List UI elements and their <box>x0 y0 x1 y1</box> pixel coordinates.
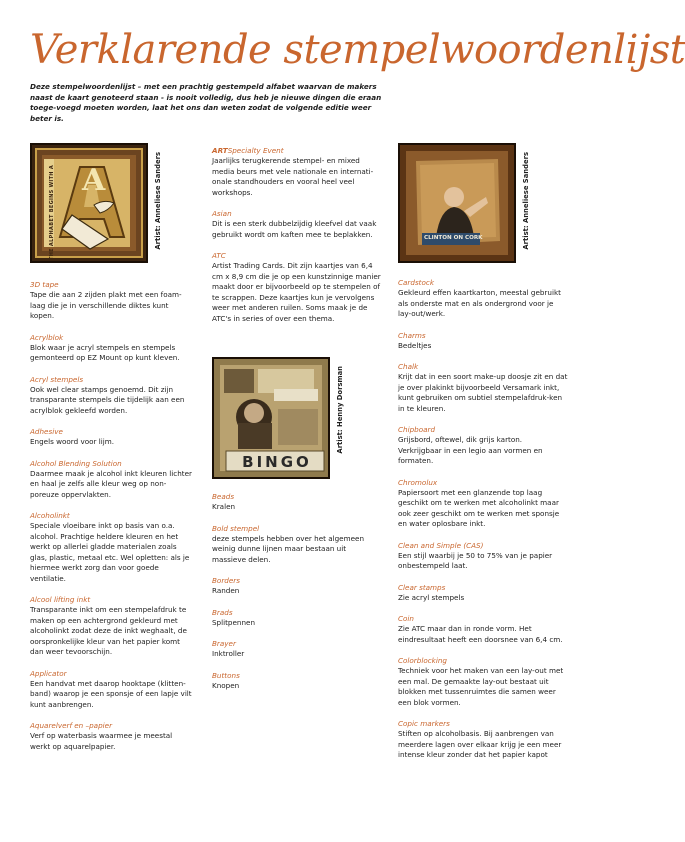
glossary-definition: Knopen <box>212 680 240 690</box>
glossary-entry <box>398 656 568 708</box>
glossary-definition: Gekleurd effen kaartkarton, meestal gebruikt als onderste mat en als ondergrond voor je lay-out/werk. <box>398 288 561 318</box>
glossary-term: Clean and Simple (CAS) <box>398 540 484 550</box>
glossary-definition: Een stijl waarbij je 50 to 75% van je papier onbestempeld laat. <box>398 550 553 570</box>
glossary-entry <box>30 595 192 658</box>
intro-text: Deze stempelwoordenlijst – met een prachtig gestempeld alfabet waarvan de makers naast de kaart genoteerd staan - is nooit volledig, dus heb je nieuwe dingen die eraan toege-voegd moeten worden, laat het ons dan weten zodat de volgende editie weer beter is. <box>30 82 382 123</box>
glossary-entry <box>398 583 568 604</box>
artist-caption-2: Artist: Henny Dorsman <box>336 366 344 454</box>
glossary-definition: Techniek voor het maken van een lay-out met een mal. De gemaakte lay-out bestaat uit blokken met tussenruimtes die samen weer een blok vormen. <box>398 666 564 707</box>
glossary-definition: Blok waar je acryl stempels en stempels gemonteerd op EZ Mount op kunt kleven. <box>30 342 180 362</box>
glossary-entry <box>398 331 568 352</box>
glossary-definition: Transparante inkt om een stempelafdruk te maken op een achtergrond gekleurd met alcoholinkt zodat deze de inkt weghaalt, de oorspronkelijke kleur van het papier komt dan weer tevoorschijn. <box>30 605 187 656</box>
glossary-entry <box>30 427 192 448</box>
glossary-term: Alcoholinkt <box>30 511 70 520</box>
glossary-definition: Krijt dat in een soort make-up doosje zit en dat je over plakinkt bijvoorbeeld Versamark inkt, kunt gebruiken om subtiel stempelafdruk-ken in te kleuren. <box>398 372 568 413</box>
alphabet-card-image <box>30 143 148 263</box>
glossary-entry <box>398 614 568 645</box>
glossary-definition: Zie ATC maar dan in ronde vorm. Het eindresultaat heeft een doorsnee van 6,4 cm. <box>398 624 563 644</box>
glossary-entry <box>30 375 192 417</box>
glossary-entry <box>398 425 568 467</box>
glossary-definition: Stiften op alcoholbasis. Bij aanbrengen van meerdere lagen over elkaar krijg je een meer intense kleur zonder dat het papier kapot <box>398 729 562 759</box>
glossary-term: Alcohol Blending Solution <box>30 458 122 468</box>
glossary-definition: Engels woord voor lijm. <box>30 437 115 446</box>
glossary-entry <box>212 492 382 513</box>
alphabet-card-letter: A <box>82 163 106 198</box>
glossary-entry <box>212 671 382 692</box>
page-title: Verklarende stempelwoordenlijst <box>30 27 685 73</box>
glossary-term: Adhesive <box>30 427 63 436</box>
glossary-definition: Ook wel clear stamps genoemd. Dit zijn transparante stempels die tijdelijk aan een acrylblok gekleefd worden. <box>30 384 185 415</box>
glossary-definition: Een handvat met daarop hooktape (klitten-band) waarop je een sponsje of een lapje vilt kunt aanbrengen. <box>30 678 192 709</box>
glossary-term <box>212 146 382 156</box>
glossary-term: Clear stamps <box>398 582 446 592</box>
glossary-term-bold: ART <box>212 146 228 155</box>
clinton-card-artwork <box>400 145 514 261</box>
bingo-card-text: BINGO <box>242 453 312 471</box>
glossary-entry <box>212 209 382 240</box>
glossary-term: Charms <box>398 330 426 340</box>
artist-caption-1: Artist: Anneliese Sanders <box>154 152 162 250</box>
glossary-entry <box>30 333 192 364</box>
glossary-term: Beads <box>212 492 235 501</box>
artist-caption-3: Artist: Anneliese Sanders <box>522 152 530 250</box>
clinton-card-image <box>398 143 516 263</box>
glossary-definition: Zie acryl stempels <box>398 592 465 602</box>
alphabet-card-text: THE ALPHABET BEGINS WITH A <box>49 165 55 261</box>
glossary-term: Brayer <box>212 639 236 648</box>
glossary-entry <box>30 511 192 584</box>
glossary-definition: Speciale vloeibare inkt op basis van o.a. alcohol. Prachtige heldere kleuren en het werkt op allerlei gladde materialen zoals glas, plastic, metaal etc. Wel opletten: als je hiermee werkt zorg dan voor goede ventilatie. <box>30 521 190 583</box>
glossary-definition: Kralen <box>212 502 236 511</box>
glossary-term: Acryl stempels <box>30 374 84 384</box>
glossary-definition: Jaarlijks terugkerende stempel- en mixed media beurs met vele nationale en internati-onale standhouders en vooral heel veel workshops. <box>212 156 374 197</box>
glossary-term: Aquarelverf en –papier <box>30 721 113 730</box>
glossary-term: Asian <box>212 209 232 218</box>
glossary-definition: Papiersoort met een glanzende top laag geschikt om te werken met alcoholinkt maar ook zeer geschikt om te werken met sponsje en water oplosbare inkt. <box>398 487 560 528</box>
glossary-definition: Inktroller <box>212 649 245 658</box>
glossary-entry <box>398 362 568 414</box>
glossary-term: Colorblocking <box>398 656 447 665</box>
glossary-definition: Bedeltjes <box>398 340 432 350</box>
glossary-definition: Artist Trading Cards. Dit zijn kaartjes van 6,4 cm x 8,9 cm die je op een kunstzinnige manier maakt door er bijvoorbeeld op te stempelen of te scrappen. Deze kaartjes kun je vervolgens weer met anderen ruilen. Soms maak je de ATC's in series of over een thema. <box>212 261 381 323</box>
glossary-entry <box>398 719 568 761</box>
glossary-entry <box>212 608 382 629</box>
glossary-definition: Splitpennen <box>212 617 256 627</box>
glossary-entry <box>212 524 382 566</box>
glossary-term: Chipboard <box>398 425 436 434</box>
glossary-entry <box>398 478 568 530</box>
glossary-definition: Daarmee maak je alcohol inkt kleuren lichter en haal je zelfs alle kleur weg op non-poreuze oppervlakten. <box>30 468 192 499</box>
glossary-term: Applicator <box>30 668 67 678</box>
glossary-term: Coin <box>398 614 414 623</box>
glossary-term: Brads <box>212 607 233 617</box>
glossary-entry <box>30 459 192 501</box>
glossary-entry <box>398 541 568 572</box>
glossary-term: ATC <box>212 251 226 260</box>
glossary-entry <box>212 251 382 324</box>
glossary-term: Acrylblok <box>30 332 64 342</box>
glossary-term: 3D tape <box>30 280 59 289</box>
glossary-term: Copic markers <box>398 719 450 728</box>
glossary-column-2-bottom <box>212 492 382 702</box>
glossary-column-3 <box>398 278 568 772</box>
glossary-entry <box>30 280 192 322</box>
glossary-entry <box>212 146 382 198</box>
glossary-column-2 <box>212 146 382 335</box>
glossary-entry <box>212 639 382 660</box>
glossary-term: Buttons <box>212 670 240 680</box>
glossary-column-1 <box>30 280 192 763</box>
glossary-term: Chromolux <box>398 477 438 487</box>
glossary-term: Bold stempel <box>212 523 260 533</box>
bingo-card-image <box>212 357 330 479</box>
glossary-term-rest: Specialty Event <box>227 146 284 155</box>
clinton-card-text: CLINTON ON CORK <box>424 235 483 241</box>
glossary-definition: Grijsbord, oftewel, dik grijs karton. Verkrijgbaar in een legio aan vormen en formaten. <box>398 435 543 465</box>
glossary-definition: deze stempels hebben over het algemeen weinig dunne lijnen maar bestaan uit massieve delen. <box>212 533 365 564</box>
glossary-entry <box>212 576 382 597</box>
glossary-entry <box>30 669 192 711</box>
glossary-term: Borders <box>212 576 240 585</box>
glossary-definition: Randen <box>212 586 240 595</box>
glossary-term: Chalk <box>398 362 419 371</box>
glossary-definition: Verf op waterbasis waarmee je meestal werkt op aquarelpapier. <box>30 731 173 751</box>
glossary-definition: Tape die aan 2 zijden plakt met een foam-laag die je in verschillende diktes kunt kopen. <box>30 290 182 320</box>
glossary-term: Cardstock <box>398 278 435 287</box>
glossary-entry <box>398 278 568 320</box>
glossary-term: Alcool lifting inkt <box>30 595 91 604</box>
glossary-entry <box>30 721 192 752</box>
glossary-definition: Dit is een sterk dubbelzijdig kleefvel dat vaak gebruikt wordt om kaften mee te beplakken. <box>212 219 377 239</box>
